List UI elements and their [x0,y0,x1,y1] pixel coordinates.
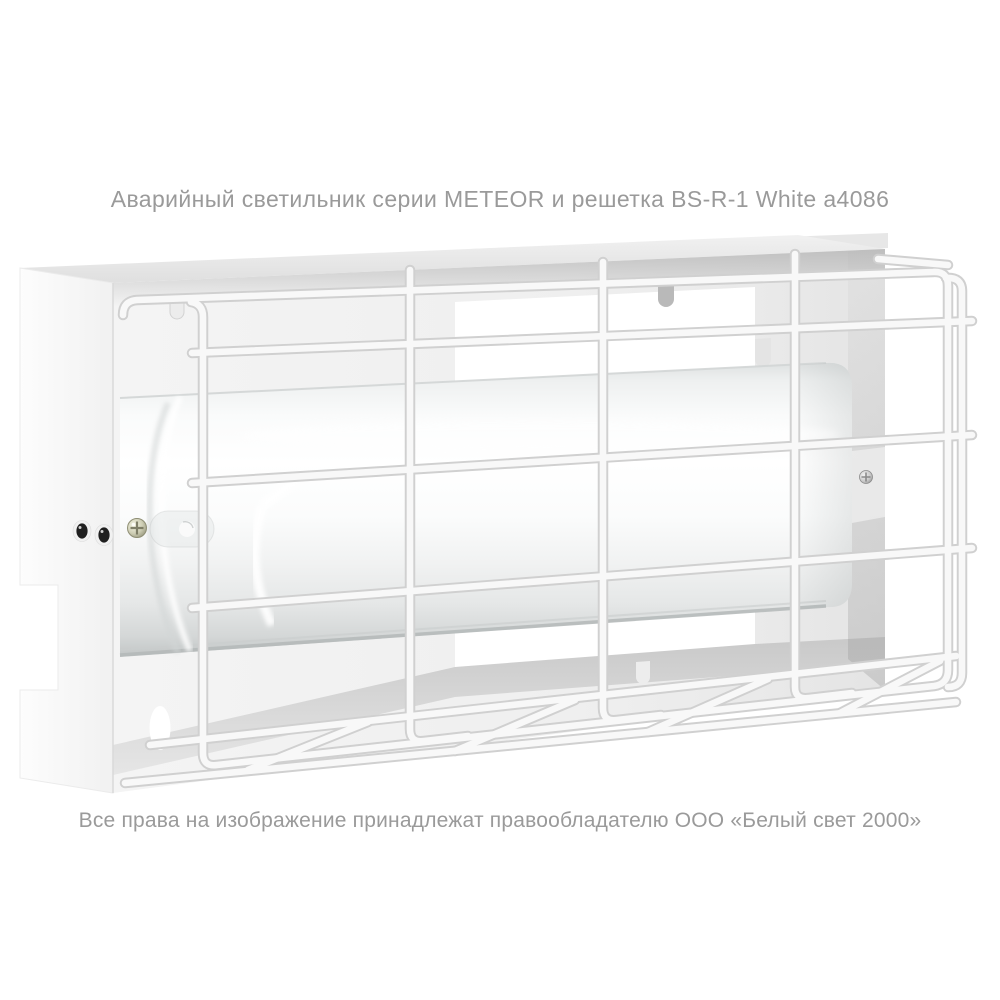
keyhole-slot-right [755,338,771,367]
product-image [0,225,1000,810]
right-bracket-plate [852,447,885,523]
page-title: Аварийный светильник серии METEOR и решетка BS-R-1 White a4086 [110,186,890,212]
right-screw [860,471,873,484]
keyhole-slot-bottom [636,661,650,684]
cable-screw-2 [95,525,113,546]
cable-screw-1 [73,521,91,542]
diffuser-tube [120,363,852,657]
clip-screw [128,519,147,538]
copyright-caption: Все права на изображение принадлежат правообладателю ООО «Белый свет 2000» [78,809,922,832]
